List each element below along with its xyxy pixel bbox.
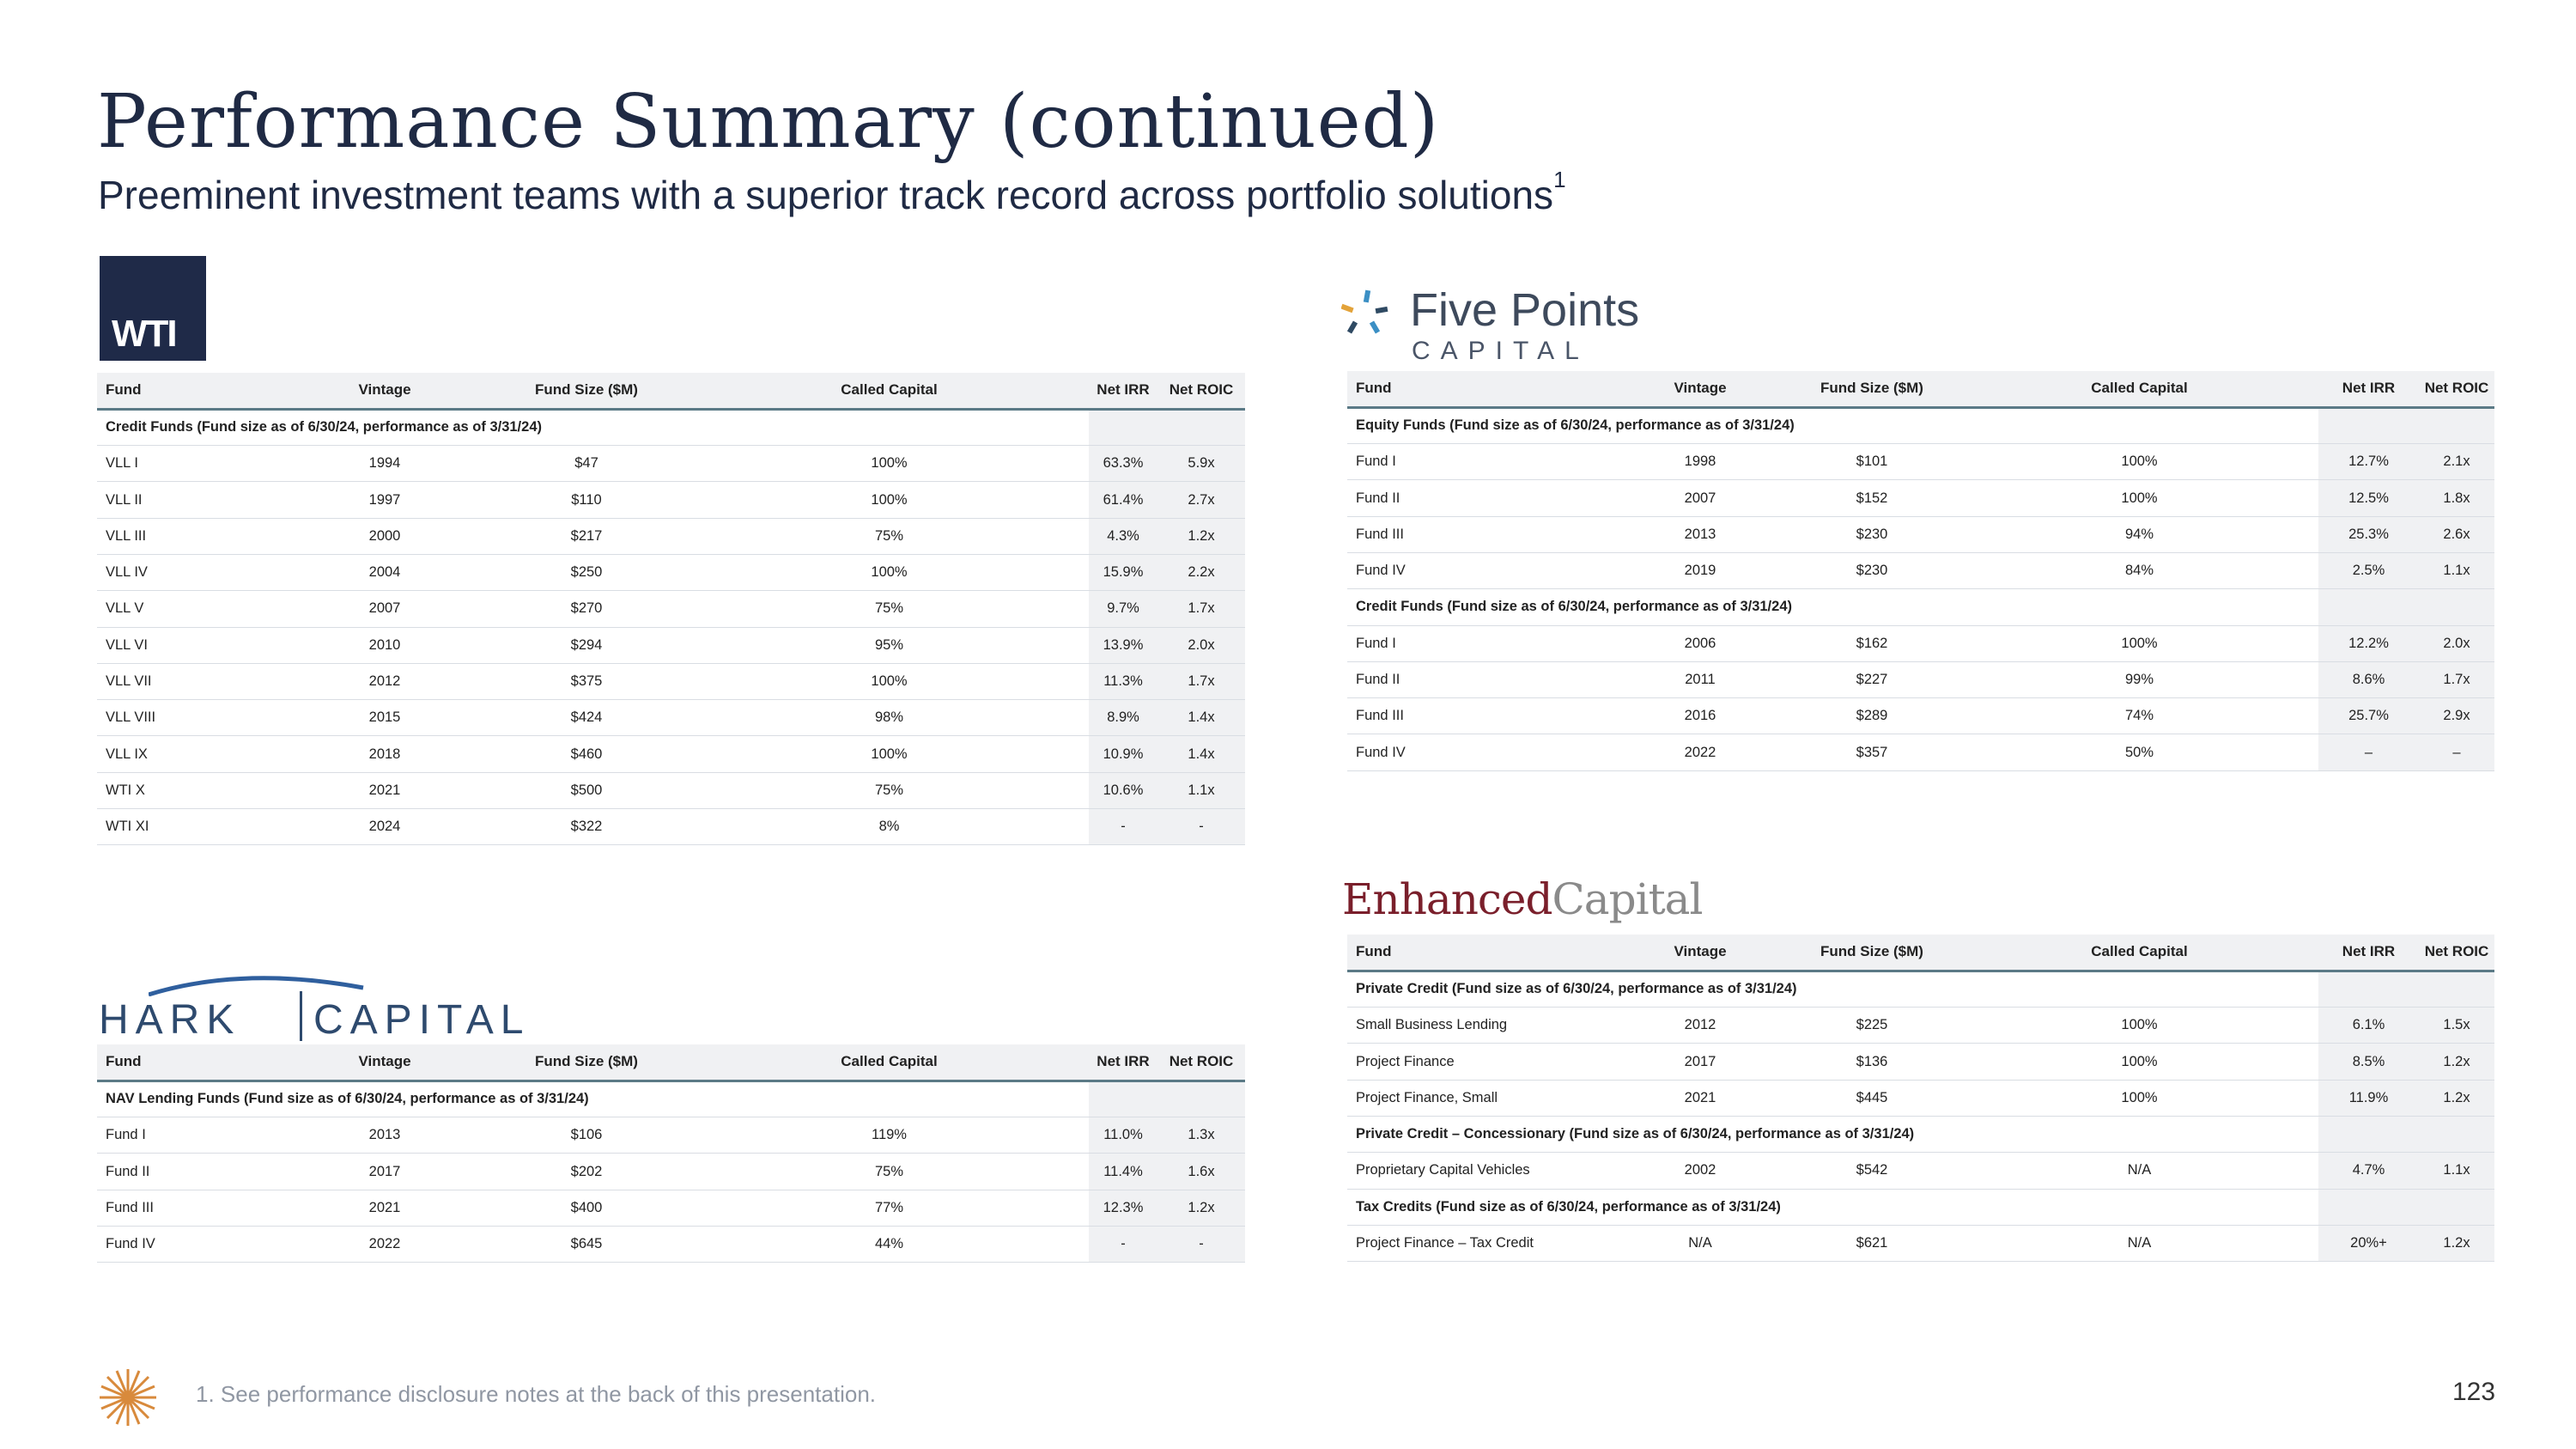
table-row: [97, 1190, 1245, 1226]
section-header-row: [97, 409, 1245, 445]
fund-name-cell: VLL I: [97, 446, 286, 482]
column-header: Net ROIC: [2419, 371, 2494, 407]
value-cell: 2.0x: [2419, 625, 2494, 661]
fund-name-cell: VLL VII: [97, 663, 286, 699]
fund-name-cell: VLL VIII: [97, 700, 286, 736]
table-header-row: [1347, 371, 2494, 407]
fund-name-cell: Fund II: [1347, 661, 1617, 697]
table-header-row: [1347, 935, 2494, 971]
table-row: [97, 772, 1245, 808]
column-header: Fund: [97, 373, 286, 409]
value-cell: 2022: [1617, 734, 1783, 770]
subtitle-text: Preeminent investment teams with a superior track record across portfolio solutions: [98, 173, 1554, 217]
value-cell: 1.7x: [1157, 663, 1245, 699]
empty-cell: [2318, 971, 2419, 1007]
hark-arc-icon: [149, 971, 372, 996]
value-cell: 2.0x: [1157, 627, 1245, 663]
value-cell: 1.1x: [2419, 1153, 2494, 1189]
table-row: [1347, 1225, 2494, 1261]
column-header: Fund Size ($M): [483, 1044, 690, 1081]
value-cell: 2007: [286, 591, 483, 627]
value-cell: –: [2318, 734, 2419, 770]
value-cell: 1997: [286, 482, 483, 518]
value-cell: N/A: [1617, 1225, 1783, 1261]
value-cell: 119%: [690, 1117, 1089, 1154]
column-header: Vintage: [1617, 935, 1783, 971]
section-label: Credit Funds (Fund size as of 6/30/24, performance as of 3/31/24): [97, 409, 1089, 445]
value-cell: 100%: [690, 482, 1089, 518]
value-cell: 94%: [1960, 516, 2318, 552]
empty-cell: [2318, 1189, 2419, 1225]
value-cell: 2018: [286, 736, 483, 772]
value-cell: 5.9x: [1157, 446, 1245, 482]
column-header: Net ROIC: [1157, 1044, 1245, 1081]
value-cell: 1.2x: [1157, 518, 1245, 554]
value-cell: 2.7x: [1157, 482, 1245, 518]
value-cell: 77%: [690, 1190, 1089, 1226]
table-row: [1347, 516, 2494, 552]
fund-name-cell: Fund IV: [1347, 552, 1617, 588]
fund-name-cell: Fund IV: [97, 1226, 286, 1262]
empty-cell: [2419, 1189, 2494, 1225]
value-cell: $270: [483, 591, 690, 627]
table-row: [97, 627, 1245, 663]
column-header: Net IRR: [1089, 373, 1157, 409]
enhanced-capital-performance-table: [1347, 935, 2494, 1262]
empty-cell: [2318, 1116, 2419, 1152]
value-cell: 1.2x: [2419, 1080, 2494, 1116]
page-subtitle: [98, 167, 1566, 218]
empty-cell: [2318, 589, 2419, 625]
fund-name-cell: Fund I: [1347, 625, 1617, 661]
column-header: Called Capital: [1960, 371, 2318, 407]
section-header-row: [1347, 971, 2494, 1007]
value-cell: 1.8x: [2419, 480, 2494, 516]
table-row: [1347, 1008, 2494, 1044]
column-header: Net ROIC: [2419, 935, 2494, 971]
value-cell: 99%: [1960, 661, 2318, 697]
value-cell: 6.1%: [2318, 1008, 2419, 1044]
empty-cell: [1089, 409, 1157, 445]
value-cell: 11.9%: [2318, 1080, 2419, 1116]
value-cell: 1.6x: [1157, 1154, 1245, 1190]
value-cell: 2013: [286, 1117, 483, 1154]
value-cell: 100%: [1960, 1008, 2318, 1044]
five-points-star-icon: [1341, 289, 1393, 340]
empty-cell: [2419, 407, 2494, 443]
value-cell: 2015: [286, 700, 483, 736]
value-cell: 2021: [286, 772, 483, 808]
value-cell: 2002: [1617, 1153, 1783, 1189]
column-header: Fund Size ($M): [1783, 371, 1960, 407]
fund-name-cell: Small Business Lending: [1347, 1008, 1617, 1044]
value-cell: $645: [483, 1226, 690, 1262]
value-cell: 8%: [690, 809, 1089, 845]
value-cell: 75%: [690, 591, 1089, 627]
fund-name-cell: VLL II: [97, 482, 286, 518]
value-cell: 2017: [286, 1154, 483, 1190]
value-cell: 1.7x: [2419, 661, 2494, 697]
value-cell: 100%: [690, 554, 1089, 590]
value-cell: $162: [1783, 625, 1960, 661]
enhanced-capital-logo: [1342, 874, 1702, 924]
section-label: Equity Funds (Fund size as of 6/30/24, performance as of 3/31/24): [1347, 407, 2318, 443]
empty-cell: [1157, 1081, 1245, 1117]
column-header: Net IRR: [2318, 935, 2419, 971]
subtitle-footnote-marker: 1: [1553, 167, 1566, 192]
enhanced-logo-capital: Capital: [1552, 874, 1703, 924]
column-header: Fund: [1347, 371, 1617, 407]
value-cell: 95%: [690, 627, 1089, 663]
fund-name-cell: Proprietary Capital Vehicles: [1347, 1153, 1617, 1189]
value-cell: 74%: [1960, 698, 2318, 734]
value-cell: 1.4x: [1157, 700, 1245, 736]
table-row: [1347, 1044, 2494, 1080]
value-cell: 12.5%: [2318, 480, 2419, 516]
value-cell: 100%: [1960, 480, 2318, 516]
fund-name-cell: Project Finance – Tax Credit: [1347, 1225, 1617, 1261]
value-cell: 44%: [690, 1226, 1089, 1262]
footnote: 1. See performance disclosure notes at the back of this presentation.: [196, 1381, 877, 1407]
value-cell: 12.3%: [1089, 1190, 1157, 1226]
column-header: Called Capital: [690, 373, 1089, 409]
value-cell: 11.3%: [1089, 663, 1157, 699]
fund-name-cell: WTI XI: [97, 809, 286, 845]
wti-logo: [100, 256, 206, 361]
value-cell: $217: [483, 518, 690, 554]
section-header-row: [1347, 407, 2494, 443]
value-cell: 12.2%: [2318, 625, 2419, 661]
value-cell: 2.6x: [2419, 516, 2494, 552]
value-cell: 11.0%: [1089, 1117, 1157, 1154]
value-cell: 2012: [1617, 1008, 1783, 1044]
fund-name-cell: Fund I: [97, 1117, 286, 1154]
value-cell: 8.5%: [2318, 1044, 2419, 1080]
table-row: [97, 591, 1245, 627]
value-cell: $110: [483, 482, 690, 518]
value-cell: 98%: [690, 700, 1089, 736]
value-cell: 2016: [1617, 698, 1783, 734]
value-cell: -: [1089, 1226, 1157, 1262]
fund-name-cell: Fund I: [1347, 444, 1617, 480]
value-cell: 2019: [1617, 552, 1783, 588]
page-number: 123: [2452, 1378, 2496, 1406]
value-cell: 1.1x: [1157, 772, 1245, 808]
section-header-row: [1347, 589, 2494, 625]
fund-name-cell: VLL V: [97, 591, 286, 627]
value-cell: N/A: [1960, 1153, 2318, 1189]
table-row: [97, 482, 1245, 518]
value-cell: 50%: [1960, 734, 2318, 770]
value-cell: 2021: [286, 1190, 483, 1226]
value-cell: 9.7%: [1089, 591, 1157, 627]
value-cell: 13.9%: [1089, 627, 1157, 663]
value-cell: 100%: [1960, 1080, 2318, 1116]
value-cell: $460: [483, 736, 690, 772]
table-row: [1347, 661, 2494, 697]
value-cell: 75%: [690, 1154, 1089, 1190]
value-cell: 2011: [1617, 661, 1783, 697]
section-header-row: [97, 1081, 1245, 1117]
column-header: Vintage: [286, 1044, 483, 1081]
value-cell: 100%: [1960, 444, 2318, 480]
value-cell: 25.7%: [2318, 698, 2419, 734]
value-cell: 10.6%: [1089, 772, 1157, 808]
value-cell: 100%: [1960, 1044, 2318, 1080]
empty-cell: [2419, 971, 2494, 1007]
value-cell: -: [1089, 809, 1157, 845]
value-cell: 2017: [1617, 1044, 1783, 1080]
fund-name-cell: VLL IV: [97, 554, 286, 590]
table-row: [97, 736, 1245, 772]
value-cell: 1.2x: [2419, 1044, 2494, 1080]
empty-cell: [2419, 589, 2494, 625]
hark-performance-table: [97, 1044, 1245, 1263]
column-header: Fund: [97, 1044, 286, 1081]
value-cell: 1.2x: [2419, 1225, 2494, 1261]
table-row: [1347, 625, 2494, 661]
value-cell: 1.7x: [1157, 591, 1245, 627]
fund-name-cell: Project Finance, Small: [1347, 1080, 1617, 1116]
value-cell: $289: [1783, 698, 1960, 734]
empty-cell: [2419, 1116, 2494, 1152]
fund-name-cell: VLL VI: [97, 627, 286, 663]
empty-cell: [2318, 407, 2419, 443]
five-points-capital-logo: [1341, 283, 1668, 369]
value-cell: 84%: [1960, 552, 2318, 588]
value-cell: 8.6%: [2318, 661, 2419, 697]
value-cell: 2024: [286, 809, 483, 845]
section-header-row: [1347, 1116, 2494, 1152]
empty-cell: [1157, 409, 1245, 445]
fund-name-cell: Fund II: [97, 1154, 286, 1190]
value-cell: 2007: [1617, 480, 1783, 516]
value-cell: 100%: [1960, 625, 2318, 661]
value-cell: 2000: [286, 518, 483, 554]
wti-logo-text: WTI: [112, 313, 176, 355]
value-cell: 1.3x: [1157, 1117, 1245, 1154]
hark-logo-text: HARK: [99, 997, 241, 1043]
value-cell: $250: [483, 554, 690, 590]
table-header-row: [97, 373, 1245, 409]
column-header: Called Capital: [1960, 935, 2318, 971]
value-cell: $136: [1783, 1044, 1960, 1080]
value-cell: 2.1x: [2419, 444, 2494, 480]
value-cell: 2006: [1617, 625, 1783, 661]
value-cell: $357: [1783, 734, 1960, 770]
hark-logo-divider: [300, 991, 302, 1041]
table-row: [97, 446, 1245, 482]
fund-name-cell: Fund III: [1347, 516, 1617, 552]
empty-cell: [1089, 1081, 1157, 1117]
table-row: [1347, 1153, 2494, 1189]
section-label: Private Credit – Concessionary (Fund size as of 6/30/24, performance as of 3/31/24): [1347, 1116, 2318, 1152]
value-cell: 61.4%: [1089, 482, 1157, 518]
value-cell: 1.1x: [2419, 552, 2494, 588]
value-cell: 2.9x: [2419, 698, 2494, 734]
value-cell: $294: [483, 627, 690, 663]
value-cell: 15.9%: [1089, 554, 1157, 590]
enhanced-logo-text: Enhanced: [1342, 874, 1552, 924]
hark-logo-capital: CAPITAL: [313, 997, 531, 1043]
value-cell: 25.3%: [2318, 516, 2419, 552]
five-points-performance-table: [1347, 371, 2494, 771]
firm-emblem-icon: [96, 1366, 160, 1429]
table-header-row: [97, 1044, 1245, 1081]
value-cell: 2010: [286, 627, 483, 663]
value-cell: 1994: [286, 446, 483, 482]
section-label: Credit Funds (Fund size as of 6/30/24, performance as of 3/31/24): [1347, 589, 2318, 625]
value-cell: 20%+: [2318, 1225, 2419, 1261]
value-cell: -: [1157, 809, 1245, 845]
value-cell: 2022: [286, 1226, 483, 1262]
table-row: [97, 554, 1245, 590]
value-cell: 2012: [286, 663, 483, 699]
fund-name-cell: VLL III: [97, 518, 286, 554]
table-row: [97, 1226, 1245, 1262]
page-title: Performance Summary (continued): [97, 79, 1440, 165]
fund-name-cell: VLL IX: [97, 736, 286, 772]
fund-name-cell: Project Finance: [1347, 1044, 1617, 1080]
value-cell: N/A: [1960, 1225, 2318, 1261]
wti-performance-table: [97, 373, 1245, 845]
value-cell: $101: [1783, 444, 1960, 480]
five-points-logo-capital: CAPITAL: [1412, 337, 1589, 365]
value-cell: 1998: [1617, 444, 1783, 480]
fund-name-cell: Fund III: [97, 1190, 286, 1226]
value-cell: 8.9%: [1089, 700, 1157, 736]
table-row: [97, 663, 1245, 699]
value-cell: 12.7%: [2318, 444, 2419, 480]
value-cell: 4.7%: [2318, 1153, 2419, 1189]
value-cell: 1.2x: [1157, 1190, 1245, 1226]
table-row: [1347, 444, 2494, 480]
table-row: [1347, 480, 2494, 516]
value-cell: 1.5x: [2419, 1008, 2494, 1044]
value-cell: 100%: [690, 446, 1089, 482]
value-cell: $106: [483, 1117, 690, 1154]
table-row: [97, 1117, 1245, 1154]
value-cell: $445: [1783, 1080, 1960, 1116]
table-row: [97, 809, 1245, 845]
value-cell: 2.5%: [2318, 552, 2419, 588]
column-header: Net ROIC: [1157, 373, 1245, 409]
column-header: Fund Size ($M): [1783, 935, 1960, 971]
value-cell: $230: [1783, 516, 1960, 552]
value-cell: 63.3%: [1089, 446, 1157, 482]
section-label: Private Credit (Fund size as of 6/30/24, performance as of 3/31/24): [1347, 971, 2318, 1007]
value-cell: $375: [483, 663, 690, 699]
value-cell: $227: [1783, 661, 1960, 697]
value-cell: 10.9%: [1089, 736, 1157, 772]
value-cell: $542: [1783, 1153, 1960, 1189]
table-row: [97, 518, 1245, 554]
fund-name-cell: Fund III: [1347, 698, 1617, 734]
column-header: Called Capital: [690, 1044, 1089, 1081]
table-row: [1347, 552, 2494, 588]
value-cell: $621: [1783, 1225, 1960, 1261]
value-cell: 11.4%: [1089, 1154, 1157, 1190]
value-cell: 2.2x: [1157, 554, 1245, 590]
value-cell: $230: [1783, 552, 1960, 588]
value-cell: $152: [1783, 480, 1960, 516]
fund-name-cell: WTI X: [97, 772, 286, 808]
table-row: [1347, 698, 2494, 734]
value-cell: $424: [483, 700, 690, 736]
section-header-row: [1347, 1189, 2494, 1225]
value-cell: $400: [483, 1190, 690, 1226]
value-cell: $225: [1783, 1008, 1960, 1044]
fund-name-cell: Fund IV: [1347, 734, 1617, 770]
value-cell: $202: [483, 1154, 690, 1190]
value-cell: 1.4x: [1157, 736, 1245, 772]
section-label: Tax Credits (Fund size as of 6/30/24, performance as of 3/31/24): [1347, 1189, 2318, 1225]
value-cell: 2021: [1617, 1080, 1783, 1116]
value-cell: 2004: [286, 554, 483, 590]
value-cell: 4.3%: [1089, 518, 1157, 554]
value-cell: 75%: [690, 772, 1089, 808]
section-label: NAV Lending Funds (Fund size as of 6/30/24, performance as of 3/31/24): [97, 1081, 1089, 1117]
column-header: Fund Size ($M): [483, 373, 690, 409]
value-cell: –: [2419, 734, 2494, 770]
table-row: [97, 1154, 1245, 1190]
table-row: [1347, 1080, 2494, 1116]
value-cell: $500: [483, 772, 690, 808]
value-cell: 75%: [690, 518, 1089, 554]
fund-name-cell: Fund II: [1347, 480, 1617, 516]
hark-capital-logo: [97, 971, 531, 1043]
value-cell: 2013: [1617, 516, 1783, 552]
value-cell: -: [1157, 1226, 1245, 1262]
table-row: [97, 700, 1245, 736]
value-cell: $47: [483, 446, 690, 482]
table-row: [1347, 734, 2494, 770]
column-header: Vintage: [286, 373, 483, 409]
five-points-logo-text: Five Points: [1410, 284, 1640, 336]
column-header: Vintage: [1617, 371, 1783, 407]
column-header: Net IRR: [1089, 1044, 1157, 1081]
value-cell: 100%: [690, 736, 1089, 772]
column-header: Net IRR: [2318, 371, 2419, 407]
value-cell: 100%: [690, 663, 1089, 699]
value-cell: $322: [483, 809, 690, 845]
column-header: Fund: [1347, 935, 1617, 971]
